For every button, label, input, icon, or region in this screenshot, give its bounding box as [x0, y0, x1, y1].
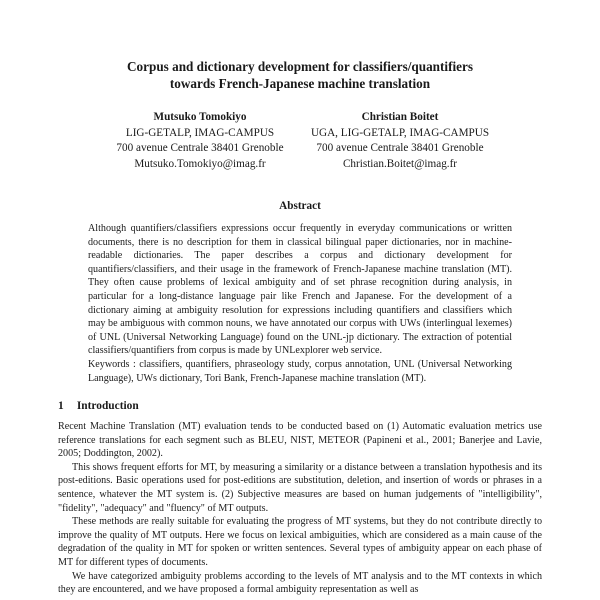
author-address: 700 avenue Centrale 38401 Grenoble: [116, 142, 284, 154]
abstract-text: Although quantifiers/classifiers expressions occur frequently in everyday communications or written documents, there is no description for them in classical bilingual paper dictionaries, nor in machine-readable dictionaries. The paper describes a corpus and dictionary development for quantifiers/classifiers, and their usage in the framework of French-Japanese machine translation (MT). They often cause problems of lexical ambiguity and of set phrase recognition during analysis, in particular for a long-distance language pair like French and Japanese. For the development of a dictionary aiming at ambiguity resolution for expressions including quantifiers and classifiers which may be ambiguous with common nouns, we have annotated our corpus with UWs (interlingual lexemes) of UNL (Universal Networking Language) found on the UNL-jp dictionary. The extraction of potential classifiers/quantifiers from corpus is made by UNLexplorer web service.: [88, 223, 512, 357]
section-body: [58, 420, 542, 597]
author-name: Mutsuko Tomokiyo: [153, 111, 247, 123]
section-number: 1: [58, 400, 64, 412]
body-paragraph: Recent Machine Translation (MT) evaluation tends to be conducted based on (1) Automatic evaluation metrics use reference translations for each segment such as BLEU, NIST, METEOR (Papineni et al., 2001; Banerjee and Lavie, 2005; Doddington, 2002).: [58, 421, 542, 460]
title-line-2: towards French-Japanese machine translation: [169, 76, 431, 91]
author-affiliation: LIG-GETALP, IMAG-CAMPUS: [125, 126, 275, 139]
author-block-1: [90, 110, 310, 172]
author-email: Mutsuko.Tomokiyo@imag.fr: [134, 157, 266, 170]
abstract-heading: Abstract: [279, 200, 321, 212]
author-block-2: [290, 110, 510, 172]
body-paragraph: This shows frequent efforts for MT, by measuring a similarity or a distance between a translation hypothesis and its post-editions. Basic operations used for post-editions are substitution, deletion, and insertion of words or phrases in a sentence, whatever the MT system is. (2) Subjective measures are based on human judgements of "intelligibility", "fidelity", "adequacy" and "fluency" of MT outputs.: [58, 461, 542, 514]
paper-title: [0, 58, 600, 92]
author-email: Christian.Boitet@imag.fr: [342, 157, 458, 170]
author-affiliation: UGA, LIG-GETALP, IMAG-CAMPUS: [310, 126, 490, 139]
abstract-body: [88, 222, 512, 385]
section-heading: [58, 400, 139, 412]
body-paragraph: We have categorized ambiguity problems according to the levels of MT analysis and to the MT contexts in which they are encountered, and we have proposed a formal ambiguity representation as well as: [58, 570, 542, 596]
author-name: Christian Boitet: [361, 111, 439, 123]
keywords-text: Keywords : classifiers, quantifiers, phraseology study, corpus annotation, UNL (Universal Networking Language), UWs dictionary, Tori Bank, French-Japanese machine translation (MT).: [88, 358, 512, 384]
title-line-1: Corpus and dictionary development for classifiers/quantifiers: [127, 59, 473, 74]
section-title: Introduction: [76, 400, 139, 412]
body-paragraph: These methods are really suitable for evaluating the progress of MT systems, but they do not contribute directly to improve the quality of MT outputs. Here we focus on lexical ambiguities, which are considered as a main cause of the degradation of the quality in MT for spoken or written sentences. Several types of ambiguity appear on each phase of MT for different types of documents.: [58, 516, 542, 568]
author-address: 700 avenue Centrale 38401 Grenoble: [316, 142, 484, 154]
